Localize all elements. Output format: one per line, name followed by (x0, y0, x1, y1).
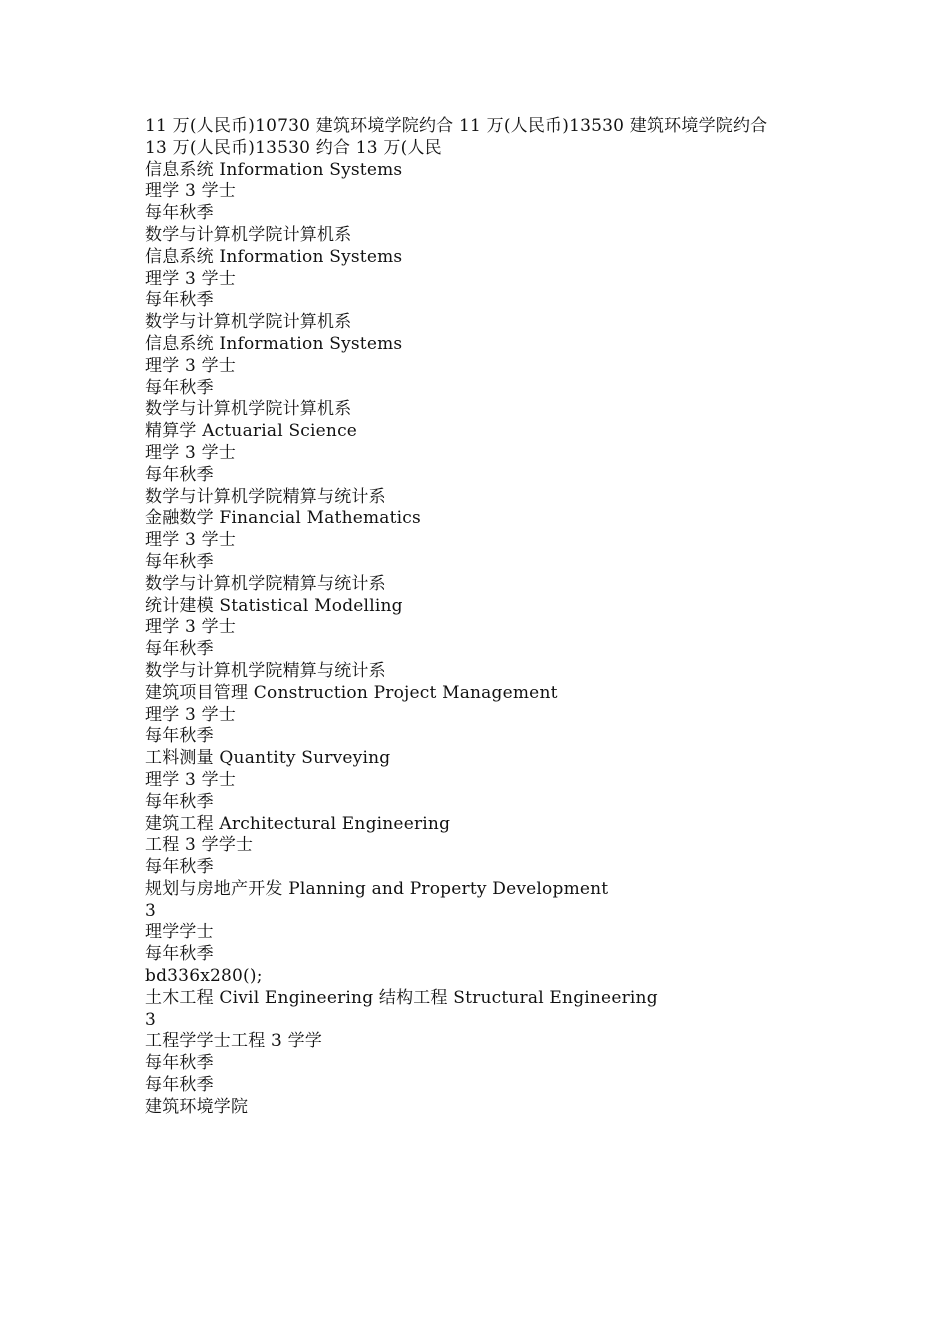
text-line: 信息系统 Information Systems (145, 333, 403, 354)
text-line: 每年秋季 (145, 551, 214, 572)
text-line: 每年秋季 (145, 944, 214, 965)
text-line: 统计建模 Statistical Modelling (145, 595, 403, 616)
text-line: 理学 3 学士 (145, 181, 237, 202)
text-line: 数学与计算机学院计算机系 (145, 399, 352, 420)
text-line: 金融数学 Financial Mathematics (145, 508, 421, 529)
text-line: 理学 3 学士 (145, 617, 237, 638)
text-line: 土木工程 Civil Engineering 结构工程 Structural Engineering (145, 987, 658, 1008)
text-line: 每年秋季 (145, 857, 214, 878)
text-line: 工程学学士工程 3 学学 (145, 1031, 323, 1052)
text-line: 数学与计算机学院计算机系 (145, 224, 352, 245)
text-line: 每年秋季 (145, 639, 214, 660)
text-line: 数学与计算机学院精算与统计系 (145, 660, 386, 681)
text-line: 每年秋季 (145, 377, 214, 398)
text-line: 11 万(人民币)10730 建筑环境学院约合 11 万(人民币)13530 建筑环境学院约合 (145, 116, 768, 136)
text-line: 工程 3 学学士 (145, 835, 254, 856)
text-line: 理学学士 (145, 922, 214, 943)
text-line: 每年秋季 (145, 203, 214, 224)
text-line: 每年秋季 (145, 1053, 214, 1074)
text-line: 每年秋季 (145, 791, 214, 812)
text-line: 建筑环境学院 (145, 1096, 249, 1117)
text-line: 数学与计算机学院精算与统计系 (145, 486, 386, 507)
text-line: 理学 3 学士 (145, 530, 237, 551)
text-line: 信息系统 Information Systems (145, 246, 403, 267)
text-line: 规划与房地产开发 Planning and Property Development (145, 878, 609, 899)
text-line: 精算学 Actuarial Science (145, 421, 358, 442)
text-line: 每年秋季 (145, 726, 214, 747)
document-text (145, 116, 925, 1119)
text-line: 理学 3 学士 (145, 355, 237, 376)
text-line: 工料测量 Quantity Surveying (145, 748, 391, 769)
text-line: 每年秋季 (145, 290, 214, 311)
text-line: 13 万(人民币)13530 约合 13 万(人民 (145, 137, 442, 158)
text-line: 理学 3 学士 (145, 268, 237, 289)
text-line: 理学 3 学士 (145, 704, 237, 725)
text-line: 建筑工程 Architectural Engineering (145, 813, 451, 834)
text-line: 理学 3 学士 (145, 769, 237, 790)
text-line: 每年秋季 (145, 1075, 214, 1096)
text-line: 理学 3 学士 (145, 442, 237, 463)
text-line: 数学与计算机学院计算机系 (145, 312, 352, 333)
text-line: 3 (145, 900, 157, 921)
text-line: 信息系统 Information Systems (145, 159, 403, 180)
text-line: 3 (145, 1009, 157, 1030)
text-line: bd336x280(); (145, 966, 263, 987)
text-line: 建筑项目管理 Construction Project Management (145, 682, 558, 703)
text-line: 数学与计算机学院精算与统计系 (145, 573, 386, 594)
text-line: 每年秋季 (145, 464, 214, 485)
